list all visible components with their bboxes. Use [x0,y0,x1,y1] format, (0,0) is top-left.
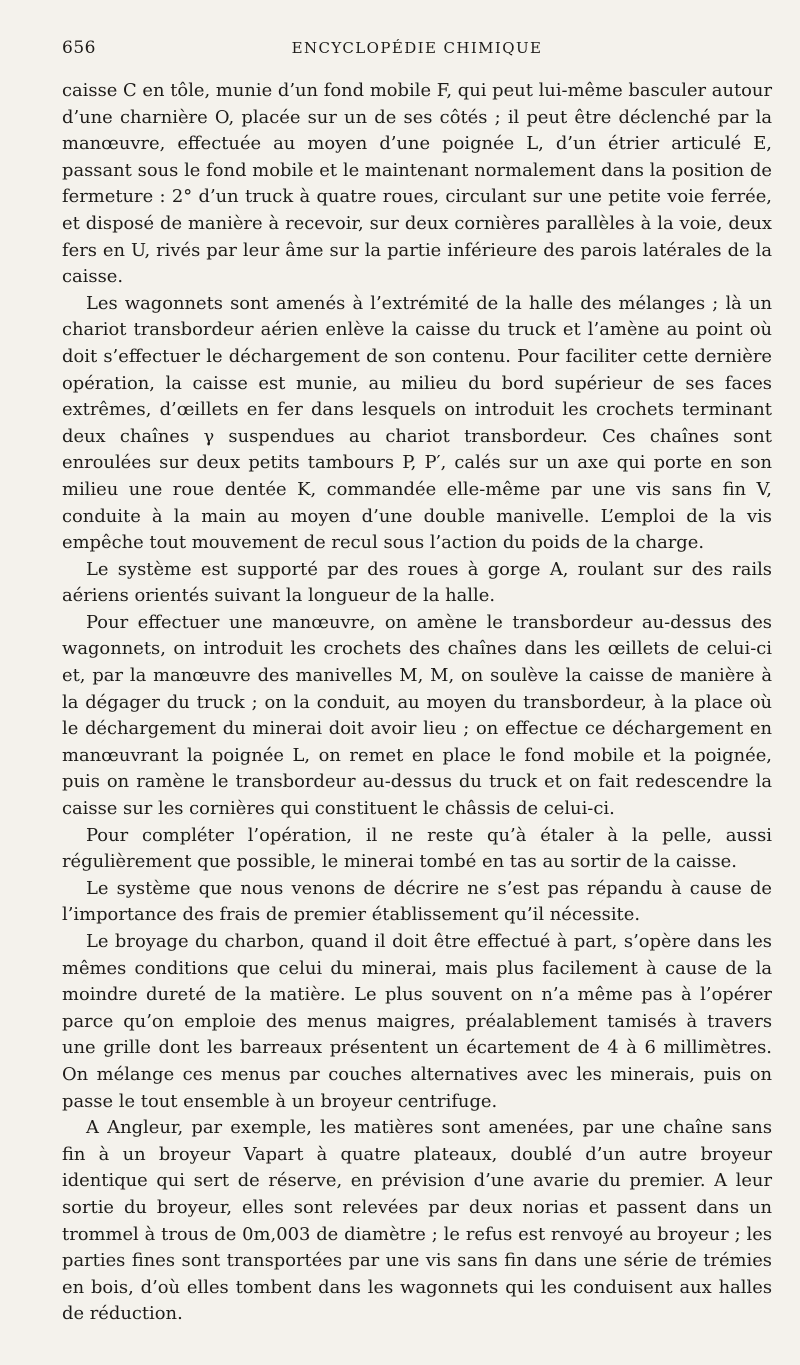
running-title: ENCYCLOPÉDIE CHIMIQUE [291,39,543,57]
paragraph: Le broyage du charbon, quand il doit être effectué à part, s’opère dans les mêmes conditions que celui du minerai, mais plus facilement à cause de la moindre dureté de la matière. Le plus souvent on n’a même pas à l’opérer parce qu’on emploie des menus maigres, préalablement tamisés à travers une grille dont les barreaux présentent un écartement de 4 à 6 millimètres. On mélange ces menus par couches alternatives avec les minerais, puis on passe le tout ensemble à un broyeur centrifuge. [62,931,772,1112]
paragraph: Les wagonnets sont amenés à l’extrémité de la halle des mélanges ; là un chariot transbordeur aérien enlève la caisse du truck et l’amène au point où doit s’effectuer le déchargement de son contenu. Pour faciliter cette dernière opération, la caisse est munie, au milieu du bord supérieur de ses faces extrêmes, d’œillets en fer dans lesquels on introduit les crochets terminant deux chaînes γ suspendues au chariot transbordeur. Ces chaînes sont enroulées sur deux petits tambours P, P′, calés sur un axe qui porte en son milieu une roue dentée K, commandée elle-même par une vis sans fin V, conduite à la main au moyen d’une double manivelle. L’emploi de la vis empêche tout mouvement de recul sous l’action du poids de la charge. [62,292,772,554]
page-header [62,38,772,78]
paragraph: A Angleur, par exemple, les matières sont amenées, par une chaîne sans fin à un broyeur Vapart à quatre plateaux, doublé d’un autre broyeur identique qui sert de réserve, en prévision d’une avarie du premier. A leur sortie du broyeur, elles sont relevées par deux norias et passent dans un trommel à trous de 0m,003 de diamètre ; le refus est renvoyé au broyeur ; les parties fines sont transportées par une vis sans fin dans une série de trémies en bois, d’où elles tombent dans les wagonnets qui les conduisent aux halles de réduction. [62,1117,772,1325]
body-text [62,78,772,1328]
paragraph: Pour effectuer une manœuvre, on amène le transbordeur au-dessus des wagonnets, on introduit les crochets des chaînes dans les œillets de celui-ci et, par la manœuvre des manivelles M, M, on soulève la caisse de manière à la dégager du truck ; on la conduit, au moyen du transbordeur, à la place où le déchargement du minerai doit avoir lieu ; on effectue ce déchargement en manœuvrant la poignée L, on remet en place le fond mobile et la poignée, puis on ramène le transbordeur au-dessus du truck et on fait redescendre la caisse sur les cornières qui constituent le châssis de celui-ci. [62,611,772,820]
paragraph: Pour compléter l’opération, il ne reste qu’à étaler à la pelle, aussi régulièrement que possible, le minerai tombé en tas au sortir de la caisse. [62,824,772,873]
paragraph: caisse C en tôle, munie d’un fond mobile F, qui peut lui-même basculer autour d’une charnière O, placée sur un de ses côtés ; il peut être déclenché par la manœuvre, effectuée au moyen d’une poignée L, d’un étrier articulé E, passant sous le fond mobile et le maintenant normalement dans la position de fermeture : 2° d’un truck à quatre roues, circulant sur une petite voie ferrée, et disposé de manière à recevoir, sur deux cornières parallèles à la voie, deux fers en U, rivés par leur âme sur la partie inférieure des parois latérales de la caisse. [62,80,772,288]
page-number: 656 [62,38,96,58]
paragraph: Le système que nous venons de décrire ne s’est pas répandu à cause de l’importance des frais de premier établissement qu’il nécessite. [62,877,772,926]
paragraph: Le système est supporté par des roues à gorge A, roulant sur des rails aériens orientés suivant la longueur de la halle. [62,558,772,607]
